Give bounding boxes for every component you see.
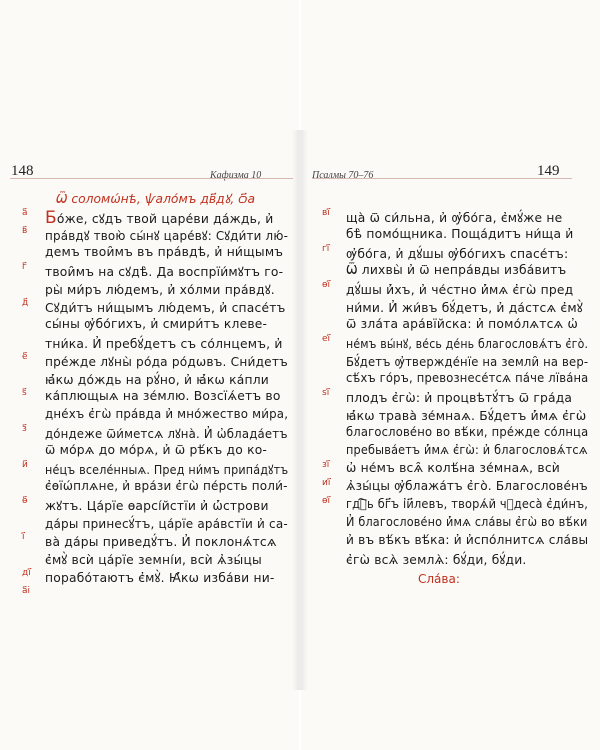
verse-number: зі҃ — [322, 460, 330, 470]
text-line: и҆ въ вѣ́къ вѣ́ка: и҆ и҆спо́лнитсѧ сла́вы — [346, 533, 589, 547]
right-page-number: 149 — [537, 163, 560, 179]
text-line: плодъ є҆гѡ̀: и҆ процвѣтꙋ́тъ ѿ гра́да — [346, 391, 573, 405]
text-line: ꙗ҆́кѡ до́ждь на рꙋ́но, и҆ ꙗ҆́кѡ ка́пли — [45, 373, 269, 387]
text-line: Ѿ лихвы̀ и҆ ѿ непра́вды изба́витъ — [346, 263, 567, 277]
text-line: сы́ны ѹ҆бо́гихъ, и҆ смири́тъ клеве- — [45, 317, 268, 331]
text-line: ни́ми. И҆ жи́въ бꙋ́детъ, и҆ да́стсѧ є҆мꙋ̀ — [346, 301, 583, 315]
text-line: ка́плющыѧ на зе́млю. Возсїѧ́етъ во — [45, 389, 281, 403]
verse-number: з҃ — [22, 424, 27, 434]
text-line: ѿ мо́рѧ до мо́рѧ, и҆ ѿ рѣ́къ до ко- — [45, 443, 268, 457]
text-line: ры̀ ми́ръ лю́демъ, и҆ хо́лми пра́вдꙋ. — [45, 283, 275, 297]
text-line: пра́вдꙋ твою̀ сы́нꙋ царе́вꙋ: Сꙋди́ти лю́- — [45, 229, 289, 243]
verse-number: ѕ҃ — [22, 388, 27, 398]
text-line: ѿ зла́та ара́вїйска: и҆ помо́лѧтсѧ ѡ҆ — [346, 317, 578, 331]
text-line: жꙋтъ. Ца́рїе ѳарсі́йстїи и҆ ѡ҆́строви — [45, 499, 269, 513]
text-line: ва̀ да́ры приведꙋ́тъ. И҆ поклонѧ́тсѧ — [45, 535, 277, 549]
text-line: є҆гѡ̀ всѧ̀ землѧ̀: бꙋ́ди, бꙋ́ди. — [346, 553, 527, 567]
text-line: демъ твои̑мъ въ пра́вдѣ, и҆ ни́щымъ — [45, 245, 284, 259]
left-running-head: Кафизма 10 — [210, 170, 262, 181]
text-line: пре́жде лꙋны̀ ро́да ро́дѡвъ. Сни́детъ — [45, 355, 288, 369]
verse-number: гі҃ — [322, 244, 330, 254]
left-header-rule — [10, 178, 293, 179]
text-line: до́ндеже ѿи́метсѧ лꙋна̀. И҆ ѡ҆блада́етъ — [45, 427, 288, 441]
verse-number: и҃ — [22, 460, 28, 470]
verse-number: в҃ — [22, 226, 28, 236]
text-line: ѹ҆бо́га, и҆ дꙋ́шы ѹ҆бо́гихъ спасе́тъ: — [346, 247, 569, 261]
verse-number: ѳі҃ — [322, 496, 331, 506]
text-line: ща̀ ѿ си́льна, и҆ ѹ҆бо́га, є҆мꙋ́же не — [346, 211, 563, 225]
text-line: Бо́же, сꙋдъ твой царе́ви да́ждь, и҆ — [45, 208, 274, 228]
verse-number: г҃ — [22, 262, 27, 272]
verse-number: иі҃ — [322, 478, 331, 488]
text-line: є҆мꙋ̀ всѝ ца́рїе земні́и, всѝ ѧ҆зы́цы — [45, 553, 262, 567]
right-running-head: Псалмы 70–76 — [312, 170, 374, 181]
text-line: Сꙋди́тъ ни́щымъ лю́демъ, и҆ спасе́тъ — [45, 301, 286, 315]
text-line: ѡ҆ не́мъ всѧ̑ колѣ́на зе́мнаѧ, всѝ — [346, 461, 560, 475]
text-line: твои̑мъ на сꙋдѣ̀. Да воспрїи́мꙋтъ го- — [45, 265, 284, 279]
verse-number: і҃ — [22, 532, 25, 542]
left-page-number: 148 — [11, 163, 34, 179]
book-gutter — [292, 130, 308, 690]
verse-number: ѕі҃ — [322, 388, 330, 398]
text-line: сѣ́хъ го́ръ, превознесе́тсѧ па́че лїва́на — [346, 371, 589, 385]
psalm-heading: Ѿ соломѡ́нѣ, ѱало́мъ дв҃дꙋ, ѻ҃а — [56, 192, 256, 206]
text-line: ѧ҆зы́цы ѹ҆блажа́тъ є҆го̀. Благослове́нъ — [346, 479, 588, 493]
verse-number: еі҃ — [322, 334, 331, 344]
text-line: Бꙋ́детъ ѹ҆твержде́нїе на земли̑ на вер- — [346, 355, 589, 369]
text-line: є҆ѳїѡ́плѧне, и҆ вра́зи є҆гѡ̀ пе́рсть поли́- — [45, 479, 288, 493]
verse-number: а҃і — [22, 586, 31, 596]
text-line: И҆ благослове́но и҆́мѧ сла́вы є҆гѡ̀ во вѣ́ки — [346, 515, 588, 529]
text-line: дне́хъ є҆гѡ̀ пра́вда и҆ мно́жество ми́ра, — [45, 407, 289, 421]
verse-number: а҃ — [22, 208, 28, 218]
text-line: порабо́таютъ є҆мꙋ̀. Ꙗ҆́кѡ изба́ви ни- — [45, 571, 275, 585]
text-line: бѣ̀ помо́щника. Поща́дитъ ни́ща и҆ — [346, 227, 574, 241]
text-line: дꙋ́шы и҆́хъ, и҆ че́стно и҆́мѧ є҆гѡ̀ пред — [346, 283, 574, 297]
text-line: пребыва́етъ и҆́мѧ є҆гѡ̀: и҆ благословѧ́тсѧ — [346, 443, 588, 457]
verse-number: ді҃ — [22, 568, 31, 578]
verse-number: д҃ — [22, 298, 29, 308]
text-line: не́цъ вселе́нныѧ. Пред ни́мъ припа́дꙋтъ — [45, 463, 289, 477]
text-line: да́ры принесꙋ́тъ, ца́рїе ара́встїи и҆ са- — [45, 517, 288, 531]
verse-number: е҃ — [22, 352, 28, 362]
right-header-rule — [312, 178, 572, 179]
slava-rubric: Сла́ва: — [418, 572, 460, 586]
text-line: гдⷭ҇ь бг҃ъ і҆и҃левъ, творѧ́й чꙋдеса̀ є҆ди́нъ, — [346, 497, 589, 511]
text-line: не́мъ вы́нꙋ, ве́сь де́нь благословѧ́тъ є҆го̀. — [346, 337, 589, 351]
text-line: ꙗ҆́кѡ трава̀ зе́мнаѧ. Бꙋ́детъ и҆́мѧ є҆гѡ̀ — [346, 409, 587, 423]
text-line: тни́ка. И҆ пребꙋ́детъ съ со́лнцемъ, и҆ — [45, 337, 283, 351]
verse-number: ѳі҃ — [322, 280, 331, 290]
verse-number: ѳ҃ — [22, 496, 28, 506]
verse-number: ві҃ — [322, 208, 330, 218]
text-line: благослове́но во вѣ́ки, пре́жде со́лнца — [346, 425, 589, 439]
